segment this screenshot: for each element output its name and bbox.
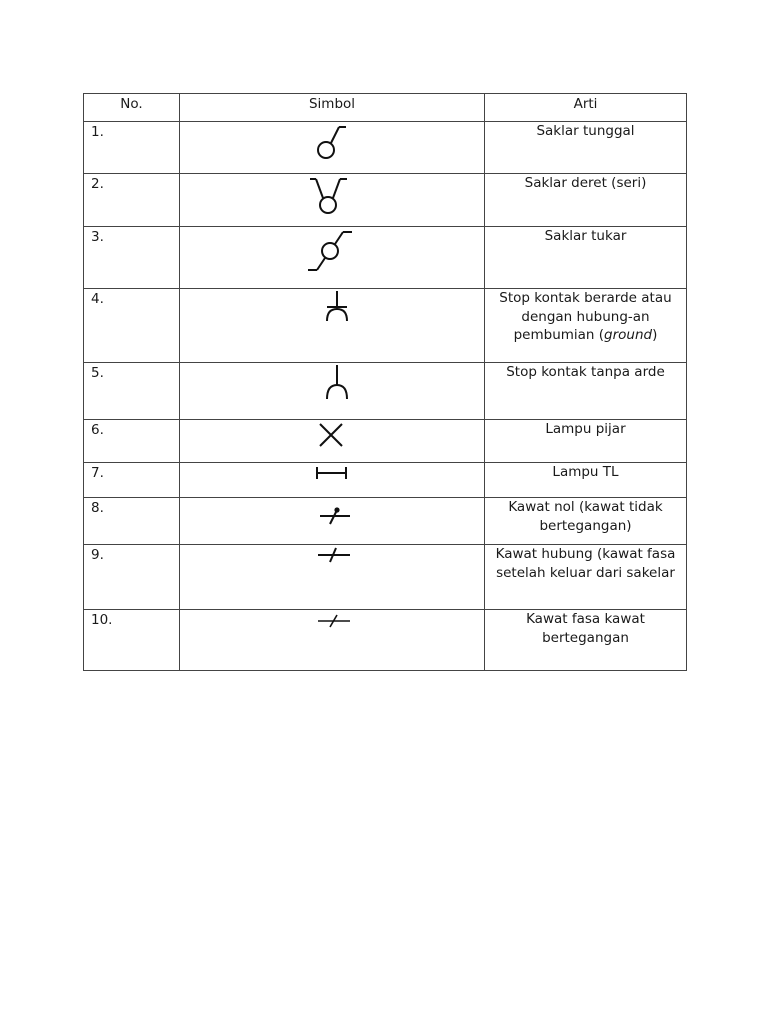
table-row bbox=[84, 545, 687, 610]
symbol-cell bbox=[180, 174, 485, 227]
symbol-cell bbox=[180, 498, 485, 545]
symbol-cell bbox=[180, 463, 485, 498]
incandescent-lamp-icon bbox=[180, 420, 485, 463]
single-switch-icon bbox=[180, 122, 485, 174]
meaning-text-italic: ground bbox=[604, 327, 653, 343]
table-row bbox=[84, 610, 687, 671]
meaning-text: Kawat fasa kawat bertegangan bbox=[526, 611, 645, 646]
meaning-cell bbox=[485, 363, 687, 420]
row-number: 5. bbox=[84, 363, 180, 420]
meaning-text: Lampu pijar bbox=[545, 421, 626, 437]
meaning-text: Kawat nol (kawat tidak bertegangan) bbox=[508, 499, 663, 534]
row-number: 2. bbox=[84, 174, 180, 227]
changeover-switch-icon bbox=[180, 227, 485, 289]
connecting-wire-icon bbox=[180, 545, 485, 610]
meaning-text: Saklar deret (seri) bbox=[524, 175, 647, 191]
neutral-wire-icon bbox=[180, 498, 485, 545]
meaning-text-part: ) bbox=[652, 327, 658, 343]
table-row bbox=[84, 463, 687, 498]
header-symbol: Simbol bbox=[180, 94, 485, 122]
symbol-cell bbox=[180, 545, 485, 610]
header-meaning: Arti bbox=[485, 94, 687, 122]
table-row bbox=[84, 289, 687, 363]
row-number: 9. bbox=[84, 545, 180, 610]
meaning-cell bbox=[485, 174, 687, 227]
row-number: 4. bbox=[84, 289, 180, 363]
meaning-text: Saklar tunggal bbox=[536, 123, 635, 139]
table-row bbox=[84, 363, 687, 420]
header-no: No. bbox=[84, 94, 180, 122]
meaning-cell bbox=[485, 610, 687, 671]
meaning-cell bbox=[485, 463, 687, 498]
symbol-cell bbox=[180, 363, 485, 420]
table-row bbox=[84, 498, 687, 545]
table-row bbox=[84, 122, 687, 174]
row-number: 6. bbox=[84, 420, 180, 463]
meaning-text: Kawat hubung (kawat fasa setelah keluar dari sakelar bbox=[495, 546, 676, 581]
meaning-text bbox=[487, 289, 684, 345]
table-row bbox=[84, 174, 687, 227]
row-number: 10. bbox=[84, 610, 180, 671]
fluorescent-lamp-icon bbox=[180, 463, 485, 498]
meaning-text: Saklar tukar bbox=[544, 228, 627, 244]
row-number: 8. bbox=[84, 498, 180, 545]
symbol-cell bbox=[180, 122, 485, 174]
row-number: 3. bbox=[84, 227, 180, 289]
phase-wire-icon bbox=[180, 610, 485, 671]
meaning-text: Stop kontak tanpa arde bbox=[506, 364, 665, 380]
row-number: 1. bbox=[84, 122, 180, 174]
meaning-cell bbox=[485, 122, 687, 174]
symbol-cell bbox=[180, 610, 485, 671]
series-switch-icon bbox=[180, 174, 485, 227]
grounded-socket-icon bbox=[180, 289, 485, 363]
table-row bbox=[84, 227, 687, 289]
meaning-cell bbox=[485, 498, 687, 545]
socket-icon bbox=[180, 363, 485, 420]
meaning-cell bbox=[485, 289, 687, 363]
symbol-cell bbox=[180, 420, 485, 463]
electrical-symbols-table bbox=[83, 93, 687, 671]
meaning-text: Lampu TL bbox=[552, 464, 619, 480]
table-row bbox=[84, 420, 687, 463]
table-header-row bbox=[84, 94, 687, 122]
symbol-cell bbox=[180, 289, 485, 363]
meaning-cell bbox=[485, 420, 687, 463]
symbol-cell bbox=[180, 227, 485, 289]
meaning-cell bbox=[485, 545, 687, 610]
row-number: 7. bbox=[84, 463, 180, 498]
meaning-cell bbox=[485, 227, 687, 289]
meaning-text-part: Stop kontak berarde atau dengan hubung-an pembumian ( bbox=[499, 290, 672, 343]
